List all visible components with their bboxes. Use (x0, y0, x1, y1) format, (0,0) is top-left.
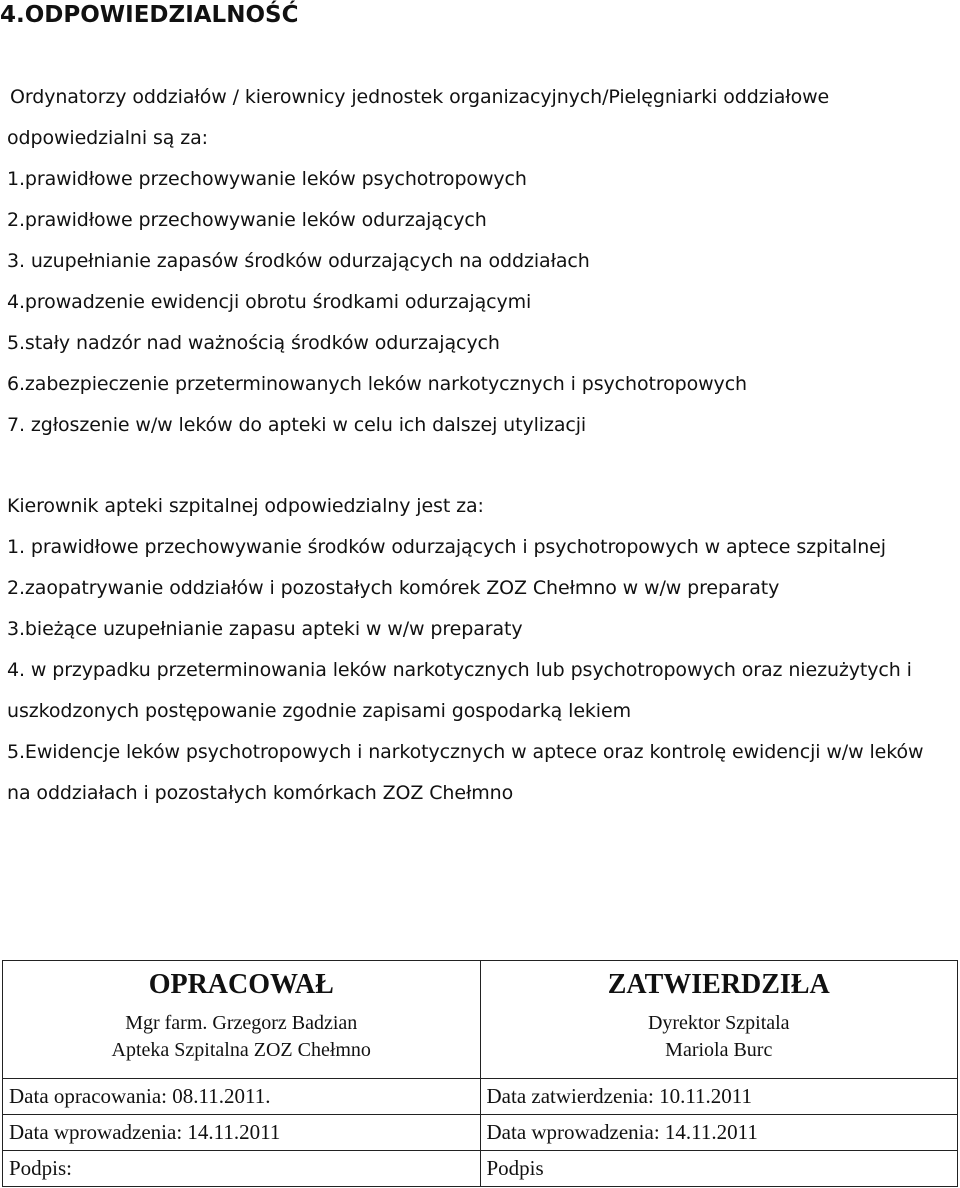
approved-by-role: Dyrektor Szpitala (647, 1012, 790, 1034)
section2-item: 1. prawidłowe przechowywanie środków odurzających i psychotropowych w aptece szpitalnej (7, 536, 886, 558)
approved-by-name: Mariola Burc (665, 1039, 773, 1061)
section2-item: 4. w przypadku przeterminowania leków narkotycznych lub psychotropowych oraz niezużytych i (7, 659, 912, 681)
section1-item: 6.zabezpieczenie przeterminowanych leków narkotycznych i psychotropowych (7, 373, 747, 395)
signoff-table (2, 960, 958, 1187)
section2-item: 2.zaopatrywanie oddziałów i pozostałych komórek ZOZ Chełmno w w/w preparaty (7, 577, 780, 599)
section2-intro: Kierownik apteki szpitalnej odpowiedzialny jest za: (7, 495, 484, 517)
prepared-by-unit: Apteka Szpitalna ZOZ Chełmno (111, 1039, 371, 1061)
section1-item: 3. uzupełnianie zapasów środków odurzających na oddziałach (7, 250, 590, 272)
prepared-by-cell (3, 961, 481, 1079)
signature-left: Podpis: (3, 1151, 481, 1187)
section1-item: 2.prawidłowe przechowywanie leków odurzających (7, 209, 487, 231)
prepared-by-title: OPRACOWAŁ (148, 969, 334, 1000)
section1-item: 5.stały nadzór nad ważnością środków odurzających (7, 332, 500, 354)
section2-item: 5.Ewidencje leków psychotropowych i narkotycznych w aptece oraz kontrolę ewidencji w/w leków (7, 741, 924, 763)
section-heading: 4.ODPOWIEDZIALNOŚĆ (0, 2, 299, 28)
section1-intro: Ordynatorzy oddziałów / kierownicy jednostek organizacyjnych/Pielęgniarki oddziałowe (10, 86, 830, 108)
section2-item: 3.bieżące uzupełnianie zapasu apteki w w/w preparaty (7, 618, 523, 640)
section2-item: na oddziałach i pozostałych komórkach ZOZ Chełmno (7, 782, 514, 804)
date-prepared: Data opracowania: 08.11.2011. (3, 1079, 481, 1115)
approved-by-title: ZATWIERDZIŁA (607, 969, 830, 1000)
signature-right: Podpis (480, 1151, 958, 1187)
section1-intro-cont: odpowiedzialni są za: (7, 127, 208, 149)
approved-by-cell (480, 961, 958, 1079)
date-introduced-right: Data wprowadzenia: 14.11.2011 (480, 1115, 958, 1151)
date-introduced-left: Data wprowadzenia: 14.11.2011 (3, 1115, 481, 1151)
section1-item: 4.prowadzenie ewidencji obrotu środkami odurzającymi (7, 291, 532, 313)
section1-item: 1.prawidłowe przechowywanie leków psychotropowych (7, 168, 527, 190)
section2-item: uszkodzonych postępowanie zgodnie zapisami gospodarką lekiem (7, 700, 631, 722)
section1-item: 7. zgłoszenie w/w leków do apteki w celu ich dalszej utylizacji (7, 414, 587, 436)
date-approved: Data zatwierdzenia: 10.11.2011 (480, 1079, 958, 1115)
prepared-by-name: Mgr farm. Grzegorz Badzian (125, 1012, 358, 1034)
